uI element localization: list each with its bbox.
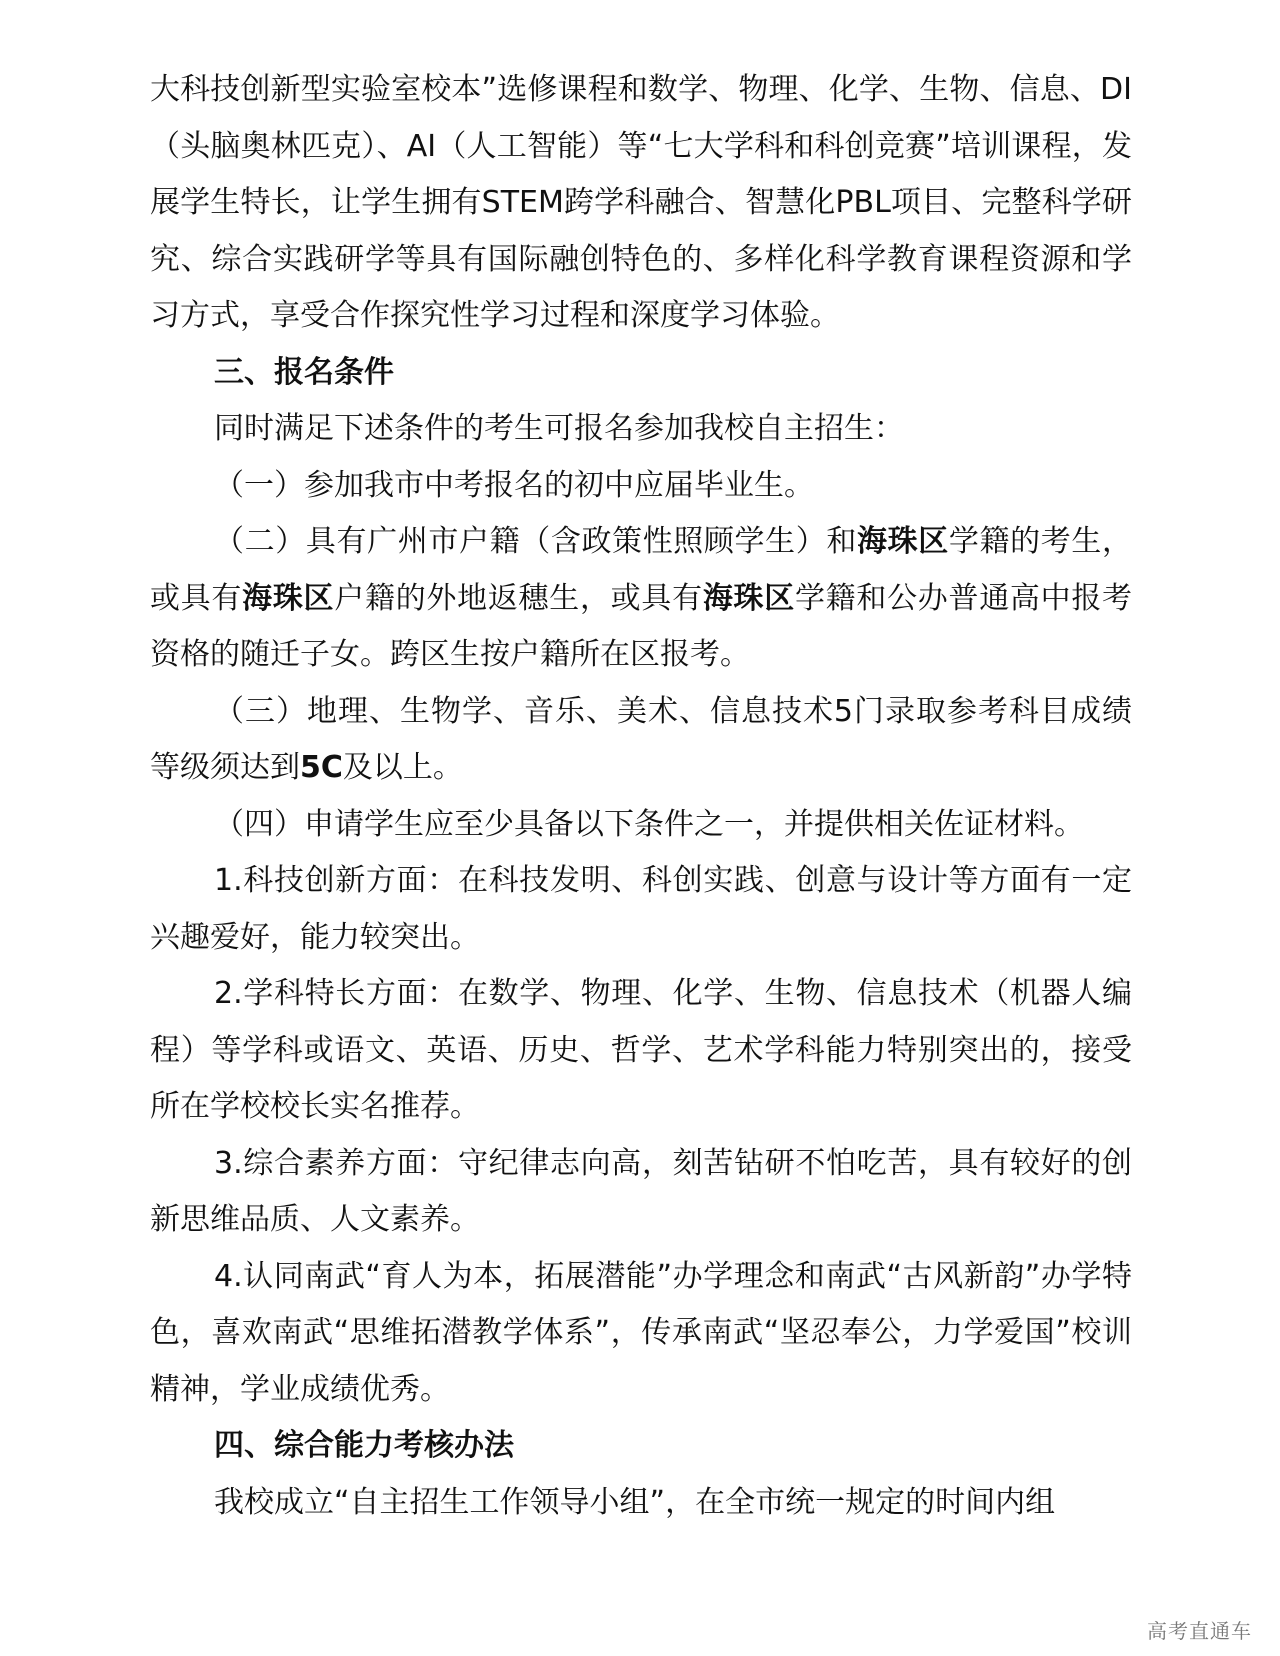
condition-3 <box>150 684 1132 797</box>
grade-highlight: 5C <box>300 750 343 785</box>
condition-3-text-c: 及以上。 <box>342 750 463 785</box>
sub-condition-1: 1.科技创新方面：在科技发明、科创实践、创意与设计等方面有一定兴趣爱好，能力较突出。 <box>150 863 1132 955</box>
sub-condition-2: 2.学科特长方面：在数学、物理、化学、生物、信息技术（机器人编程）等学科或语文、英语、历史、哲学、艺术学科能力特别突出的，接受所在学校校长实名推荐。 <box>150 976 1132 1124</box>
paragraph-assessment: 我校成立“自主招生工作领导小组”，在全市统一规定的时间内组 <box>214 1484 1056 1520</box>
condition-2-text-e: 户籍的外地返穗生，或具有 <box>334 580 703 616</box>
sub-condition-3: 3.综合素养方面：守纪律志向高，刻苦钻研不怕吃苦，具有较好的创新思维品质、人文素养。 <box>150 1145 1132 1237</box>
condition-2-text-g: 学籍和公办普通高中报考资格的随迁子女。跨区生按户籍所在区报考。 <box>150 580 1133 672</box>
sub-condition-4: 4.认同南武“育人为本，拓展潜能”办学理念和南武“古风新韵”办学特色，喜欢南武“思维拓潜教学体系”，传承南武“坚忍奉公，力学爱国”校训精神，学业成绩优秀。 <box>150 1258 1132 1407</box>
condition-2 <box>150 514 1132 684</box>
document-page <box>150 62 1132 1531</box>
district-highlight: 海珠区 <box>702 580 795 616</box>
district-highlight: 海珠区 <box>857 524 949 559</box>
condition-2-text-a: （二）具有广州市户籍（含政策性照顾学生）和 <box>214 524 858 559</box>
paragraph-conditions-intro: 同时满足下述条件的考生可报名参加我校自主招生： <box>214 411 904 446</box>
section-heading-assessment: 四、综合能力考核办法 <box>214 1428 514 1463</box>
paragraph-curriculum: 大科技创新型实验室校本”选修课程和数学、物理、化学、生物、信息、DI（头脑奥林匹克）、AI（人工智能）等“七大学科和科创竞赛”培训课程，发展学生特长，让学生拥有STEM跨学科融合、智慧化PBL项目、完整科学研究、综合实践研学等具有国际融创特色的、多样化科学教育课程资源和学习方式，享受合作探究性学习过程和深度学习体验。 <box>150 72 1132 333</box>
district-highlight: 海珠区 <box>242 580 335 616</box>
section-heading-registration: 三、报名条件 <box>214 354 394 390</box>
condition-1: （一）参加我市中考报名的初中应届毕业生。 <box>214 467 814 503</box>
condition-4: （四）申请学生应至少具备以下条件之一，并提供相关佐证材料。 <box>214 806 1084 842</box>
condition-3-text-a: （三）地理、生物学、音乐、美术、信息技术5门录取参考科目成绩等级须达到 <box>150 693 1132 785</box>
condition-2-text-c: 学籍的考生，或具有 <box>150 524 1133 616</box>
watermark: 高考直通车 <box>1147 1619 1252 1643</box>
